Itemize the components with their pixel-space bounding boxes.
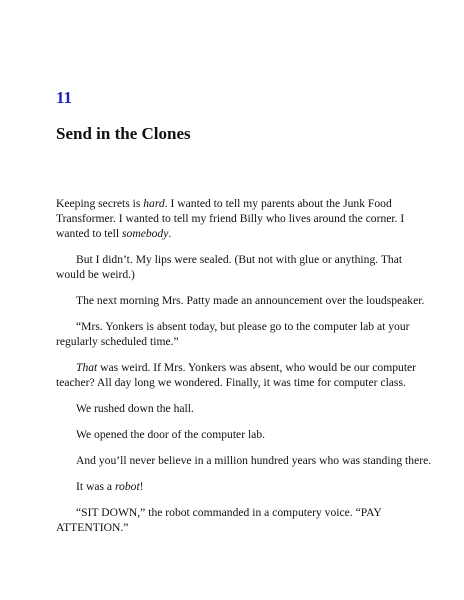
paragraph xyxy=(56,427,426,442)
paragraph xyxy=(56,505,426,535)
paragraph xyxy=(56,196,426,241)
chapter-body xyxy=(56,196,432,546)
chapter-title: Send in the Clones xyxy=(56,124,191,143)
text-line: It was a robot! xyxy=(76,480,144,493)
text-line: ATTENTION.” xyxy=(56,521,129,534)
emphasis: robot xyxy=(114,480,140,493)
text-line: We opened the door of the computer lab. xyxy=(76,428,266,441)
text-line: And you’ll never believe in a million hundred years who was standing there. xyxy=(76,454,432,467)
emphasis: somebody xyxy=(122,227,169,240)
paragraph xyxy=(56,401,426,416)
text-line: That was weird. If Mrs. Yonkers was absent, who would be our computer xyxy=(76,361,417,374)
text-line: teacher? All day long we wondered. Finally, it was time for computer class. xyxy=(56,376,406,389)
text-line: “SIT DOWN,” the robot commanded in a computery voice. “PAY xyxy=(76,506,382,519)
paragraph xyxy=(56,293,426,308)
text-line: The next morning Mrs. Patty made an announcement over the loudspeaker. xyxy=(76,294,425,307)
text-line: We rushed down the hall. xyxy=(76,402,194,415)
text-line: wanted to tell somebody. xyxy=(56,227,172,240)
paragraph xyxy=(56,479,426,494)
text-line: “Mrs. Yonkers is absent today, but please go to the computer lab at your xyxy=(76,320,410,333)
paragraph xyxy=(56,319,426,349)
chapter-number: 11 xyxy=(56,88,73,107)
emphasis: That xyxy=(76,361,98,374)
text-line: regularly scheduled time.” xyxy=(56,335,179,348)
text-line: Transformer. I wanted to tell my friend Billy who lives around the corner. I xyxy=(56,212,405,225)
paragraph xyxy=(56,453,432,468)
paragraph xyxy=(56,252,426,282)
text-line: Keeping secrets is hard. I wanted to tell my parents about the Junk Food xyxy=(56,197,392,210)
text-line: But I didn’t. My lips were sealed. (But not with glue or anything. That xyxy=(76,253,403,266)
emphasis: hard xyxy=(143,197,165,210)
paragraph xyxy=(56,360,426,390)
text-line: would be weird.) xyxy=(56,268,135,281)
